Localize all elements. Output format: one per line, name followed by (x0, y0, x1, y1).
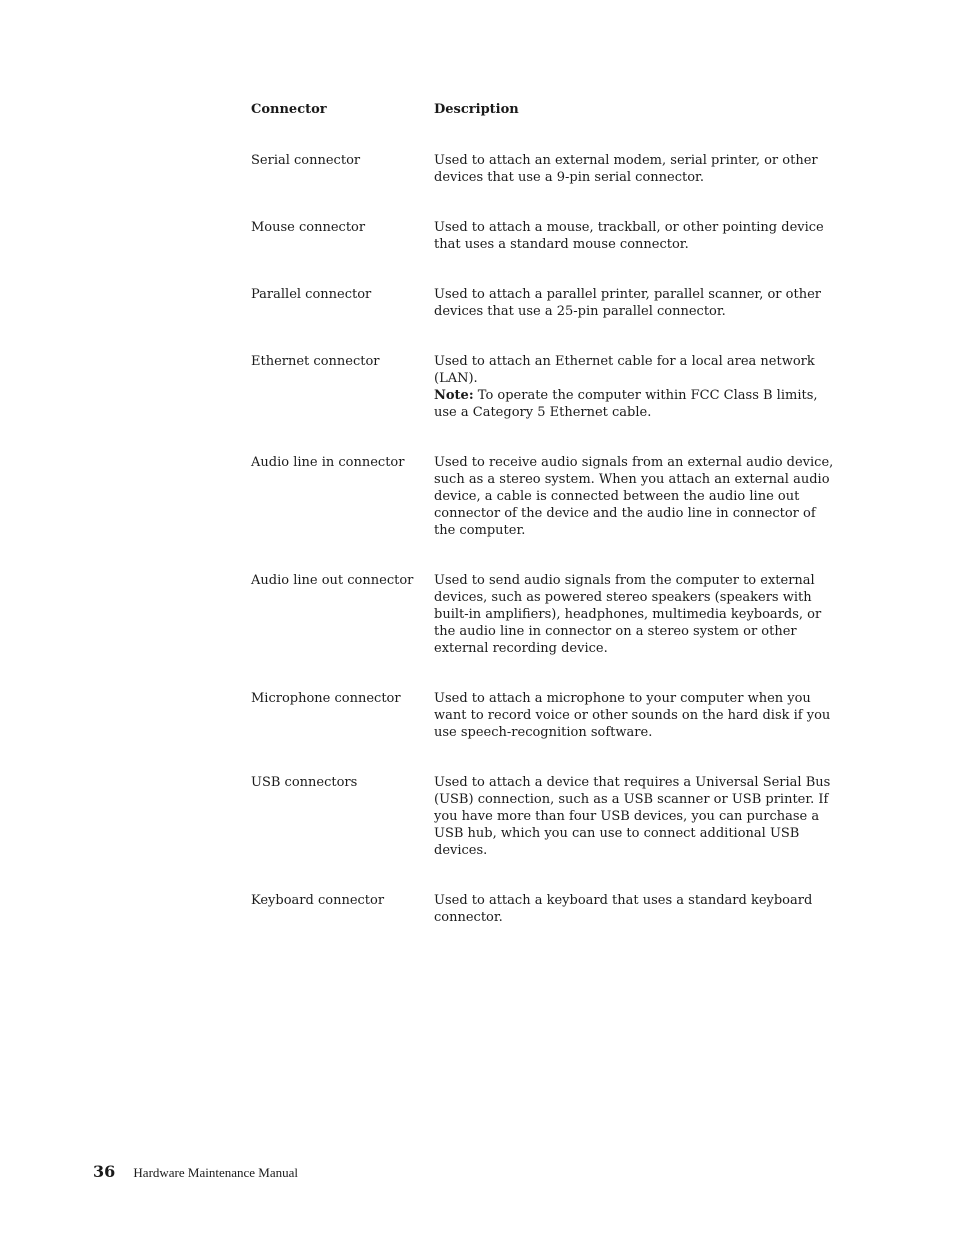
page-footer (93, 1162, 298, 1181)
connector-name: Microphone connector (251, 691, 401, 706)
connector-description (434, 219, 839, 253)
connector-description (434, 152, 839, 186)
connector-description (434, 353, 839, 421)
description-text: Used to receive audio signals from an external audio device, such as a stereo system. When you attach an external audio device, a cable is connected between the audio line out connector of the device and the audio line in connector of the computer. (434, 455, 834, 538)
description-text: Used to attach a parallel printer, parallel scanner, or other devices that use a 25-pin parallel connector. (434, 287, 821, 319)
description-text: Used to send audio signals from the computer to external devices, such as powered stereo speakers (speakers with built-in amplifiers), headphones, multimedia keyboards, or the audio line in connector on a stereo system or other external recording device. (434, 573, 822, 656)
connector-name: Serial connector (251, 153, 361, 168)
table-row (251, 892, 841, 926)
table-row (251, 353, 841, 421)
header-description: Description (434, 102, 519, 117)
table-row (251, 690, 841, 741)
connector-description (434, 286, 839, 320)
manual-title: Hardware Maintenance Manual (133, 1165, 298, 1180)
connector-description (434, 572, 839, 657)
description-text: Used to attach a device that requires a Universal Serial Bus (USB) connection, such as a USB scanner or USB printer. If you have more than four USB devices, you can purchase a USB hub, which you can use to connect additional USB devices. (434, 775, 831, 858)
connector-table (251, 152, 841, 926)
connector-name: Ethernet connector (251, 354, 380, 369)
table-row (251, 219, 841, 253)
connector-name: Keyboard connector (251, 893, 385, 908)
connector-name: USB connectors (251, 775, 358, 790)
connector-name: Audio line out connector (251, 573, 414, 588)
connector-description (434, 690, 839, 741)
note-paragraph (434, 387, 839, 421)
description-text: Used to attach an Ethernet cable for a local area network (LAN). (434, 354, 815, 386)
table-row (251, 286, 841, 320)
table-row (251, 454, 841, 539)
connector-name: Mouse connector (251, 220, 366, 235)
table-row (251, 152, 841, 186)
page-number: 36 (93, 1162, 116, 1181)
description-text: Used to attach a microphone to your computer when you want to record voice or other sounds on the hard disk if you use speech-recognition software. (434, 691, 831, 740)
note-label: Note: (434, 388, 474, 403)
connector-description (434, 892, 839, 926)
header-connector: Connector (251, 102, 327, 117)
connector-name: Parallel connector (251, 287, 372, 302)
description-text: Used to attach a keyboard that uses a standard keyboard connector. (434, 893, 813, 925)
description-text: Used to attach an external modem, serial printer, or other devices that use a 9-pin serial connector. (434, 153, 818, 185)
connector-name: Audio line in connector (251, 455, 405, 470)
note-text: To operate the computer within FCC Class B limits, use a Category 5 Ethernet cable. (434, 388, 818, 420)
table-header (251, 102, 841, 122)
table-row (251, 774, 841, 859)
description-text: Used to attach a mouse, trackball, or other pointing device that uses a standard mouse connector. (434, 220, 824, 252)
table-row (251, 572, 841, 657)
connector-description (434, 774, 839, 859)
connector-description (434, 454, 839, 539)
